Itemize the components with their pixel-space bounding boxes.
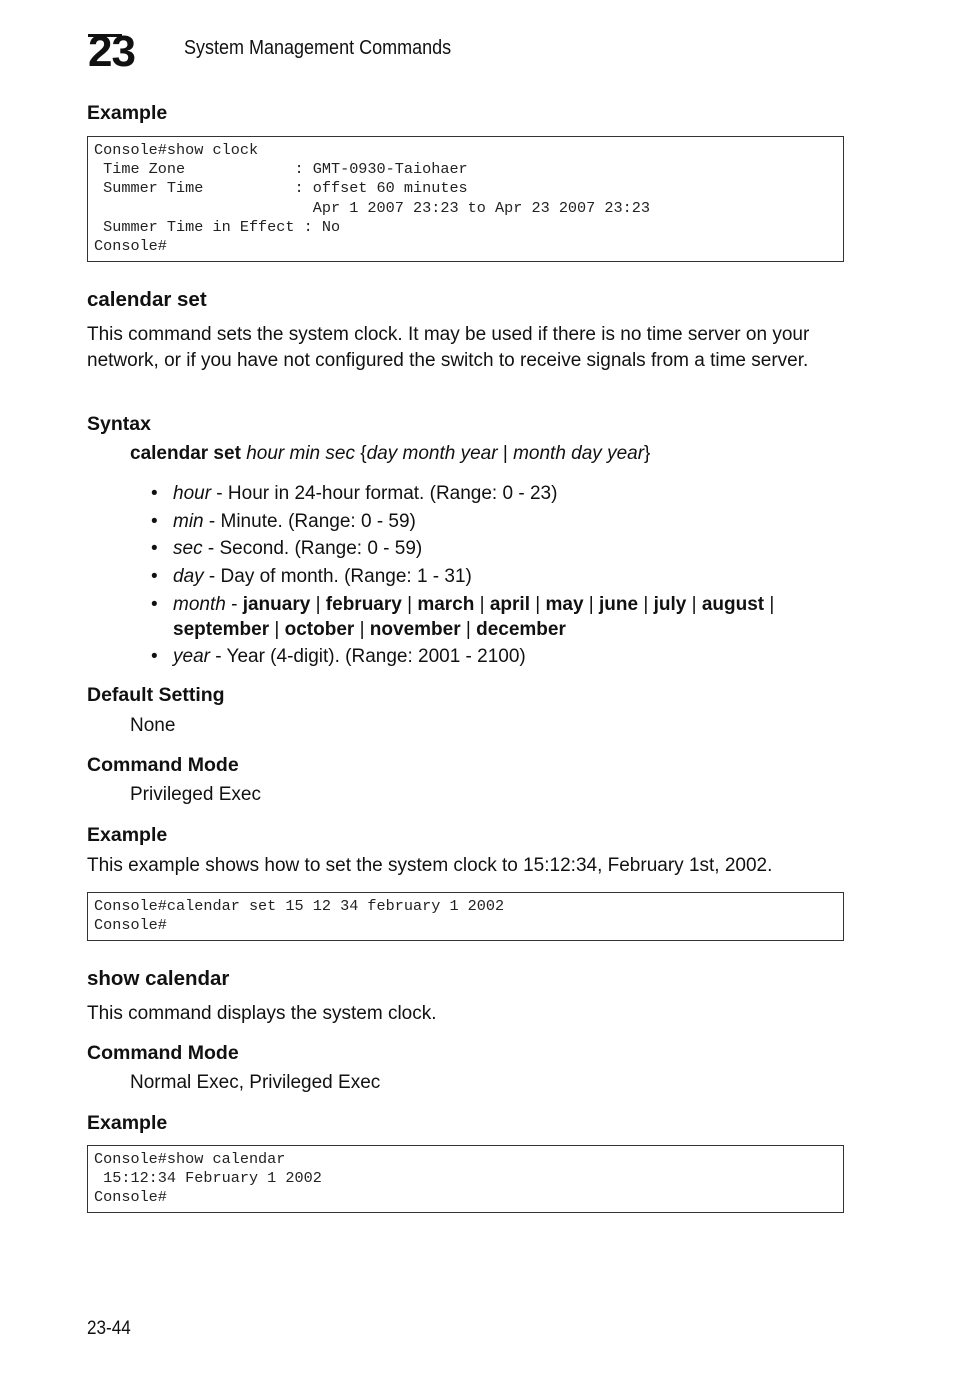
syntax-close-brace: } [644,443,651,464]
chapter-title: System Management Commands [184,37,452,59]
code-block-show-calendar: Console#show calendar 15:12:34 February 1 2002 Console# [87,1145,844,1213]
bullet-icon: • [151,510,158,532]
month-separator: | [638,593,654,615]
month-option-july: july [653,593,687,615]
param-desc: - Second. (Range: 0 - 59) [202,538,423,560]
default-setting-value: None [130,715,176,736]
parameter-list [151,481,851,669]
param-name: sec [173,538,203,560]
param-name: year [173,646,210,668]
code-block-calendar-set: Console#calendar set 15 12 34 february 1 2002 Console# [87,892,844,941]
param-item-sec [151,536,851,561]
param-desc: - [225,593,243,615]
param-desc: - Day of month. (Range: 1 - 31) [203,566,472,588]
example-heading: Example [87,824,168,846]
month-separator: | [460,618,477,640]
section-title-show-calendar: show calendar [87,967,230,990]
month-option-june: june [599,593,639,615]
default-setting-heading: Default Setting [87,684,225,706]
chapter-number: 23 [88,27,135,76]
command-mode-value: Normal Exec, Privileged Exec [130,1072,381,1093]
month-option-april: april [489,593,530,615]
example-text: This example shows how to set the system clock to 15:12:34, February 1st, 2002. [87,855,773,876]
example-heading: Example [87,1112,168,1134]
param-name: day [173,566,204,588]
month-option-september: september [173,618,270,640]
show-calendar-description: This command displays the system clock. [87,1003,437,1024]
calendar-set-description: This command sets the system clock. It may be used if there is no time server on your network, or if you have not configured the switch to receive signals from a time server. [87,324,810,371]
month-separator: | [310,593,326,615]
month-list [173,594,774,640]
param-item-month [151,592,851,642]
month-separator: | [401,593,418,615]
month-separator: | [686,593,702,615]
month-separator: | [354,618,370,640]
param-name: month [173,593,226,615]
command-mode-heading: Command Mode [87,1042,239,1064]
bullet-icon: • [151,483,158,504]
month-separator: | [474,593,490,615]
syntax-args: hour min sec [246,443,355,464]
bullet-icon: • [151,538,158,560]
section-title-calendar-set: calendar set [87,288,207,311]
syntax-line [130,443,650,465]
month-separator: | [583,593,600,615]
param-name: hour [173,483,212,504]
param-item-day [151,564,851,589]
param-desc: - Minute. (Range: 0 - 59) [203,510,416,532]
syntax-pipe: | [502,443,508,464]
param-item-min [151,509,851,534]
example-heading: Example [87,102,168,124]
syntax-option-1: day month year [366,443,498,464]
month-separator: | [529,593,546,615]
month-separator: | [269,618,285,640]
month-option-march: march [417,593,475,615]
page-number: 23-44 [87,1318,131,1339]
syntax-command: calendar set [130,443,241,464]
month-option-february: february [325,593,402,615]
bullet-icon: • [151,566,158,588]
bullet-icon: • [151,593,158,615]
param-item-hour [151,481,851,506]
param-item-year [151,644,851,669]
month-option-may: may [545,593,584,615]
command-mode-heading: Command Mode [87,754,239,776]
month-option-november: november [369,618,461,640]
param-desc: - Year (4-digit). (Range: 2001 - 2100) [209,646,526,668]
month-option-october: october [284,618,355,640]
month-option-august: august [701,593,765,615]
code-block-show-clock: Console#show clock Time Zone : GMT-0930-Taiohaer Summer Time : offset 60 minutes Apr 1 2007 23:23 to Apr 23 2007 23:23 Summer Time in Effect : No Console# [87,136,844,262]
syntax-open-brace: { [360,443,367,464]
month-option-january: january [242,593,311,615]
param-desc: - Hour in 24-hour format. (Range: 0 - 23) [211,483,558,504]
command-mode-value: Privileged Exec [130,784,261,805]
bullet-icon: • [151,646,158,668]
month-separator: | [764,593,775,615]
param-name: min [173,510,204,532]
month-option-december: december [476,618,566,640]
syntax-heading: Syntax [87,413,151,435]
syntax-option-2: month day year [513,443,645,464]
